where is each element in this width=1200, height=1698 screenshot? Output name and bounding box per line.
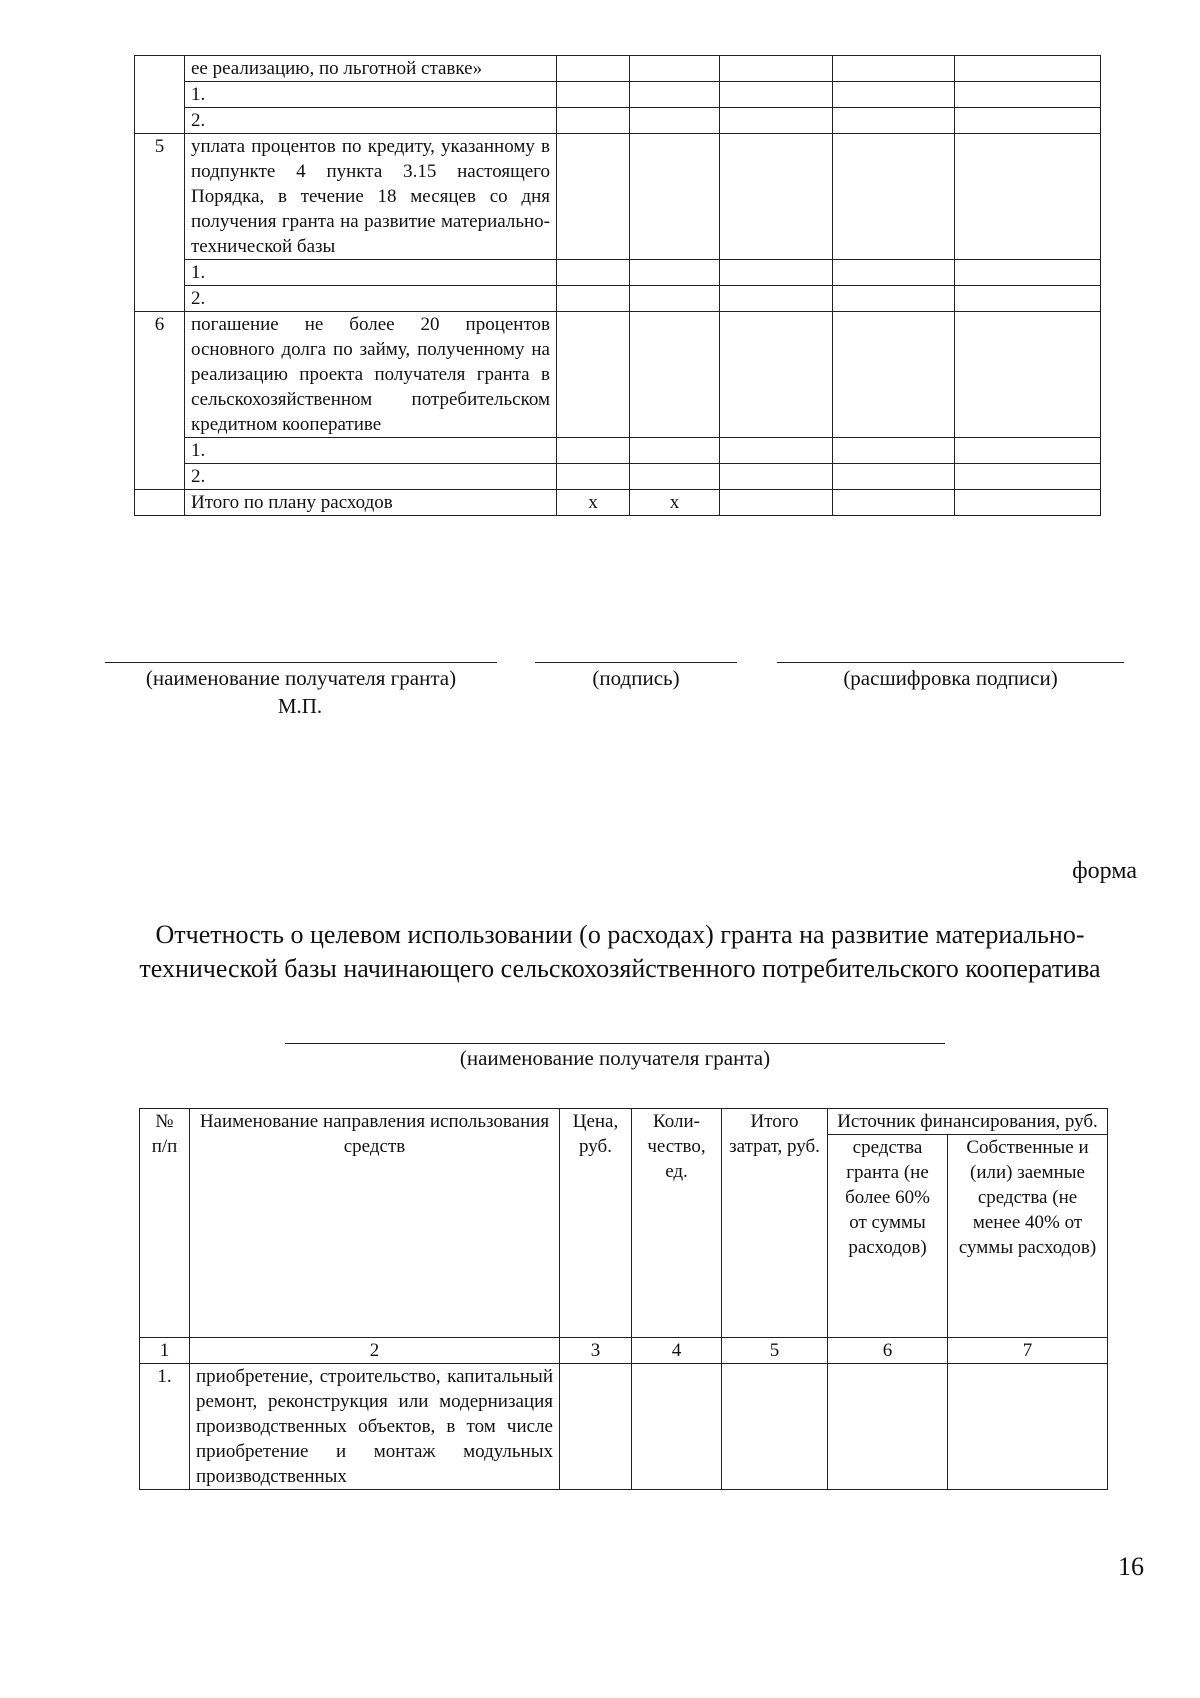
row-text-cell: приобретение, строительство, капитальный ремонт, реконструкция или модернизация производственных объектов, в том числе приобретение и монтаж модульных производственных [190,1364,560,1490]
table-row [140,1364,1108,1490]
table-row: 1. [135,82,1101,108]
header-quantity: Коли-чество, ед. [632,1109,722,1338]
row-text-cell: погашение не более 20 процентов основного долга по займу, полученному на реализацию проекта получателя гранта в сельскохозяйственном потребительском кредитном кооперативе [185,312,557,438]
signature-line [535,662,737,663]
page-title: Отчетность о целевом использовании (о расходах) гранта на развитие материально-технической базы начинающего сельскохозяйственного потребительского кооператива [139,920,1101,983]
row-text-cell: уплата процентов по кредиту, указанному в подпункте 4 пункта 3.15 настоящего Порядка, в течение 18 месяцев со дня получения гранта на развитие материально-технической базы [185,134,557,260]
decoding-signature-line [777,662,1124,663]
signature-decoding-label: (расшифровка подписи) [843,666,1058,690]
table-row-total: Итого по плану расходов x x [135,490,1101,516]
recipient-name-line [285,1043,945,1044]
header-total: Итого затрат, руб. [722,1109,828,1338]
table-row: 2. [135,464,1101,490]
grant-usage-report-table [139,1108,1108,1490]
signature-label: (подпись) [592,666,680,690]
column-numbers-row: 1 2 3 4 5 6 7 [140,1338,1108,1364]
expense-plan-table [134,55,1101,516]
header-price: Цена, руб. [560,1109,632,1338]
header-grant-funds: средства гранта (не более 60% от суммы расходов) [828,1135,948,1338]
header-source: Источник финансирования, руб. [828,1109,1108,1135]
form-label: форма [1072,858,1137,884]
header-own-funds: Собственные и (или) заемные средства (не менее 40% от суммы расходов) [948,1135,1108,1338]
stamp-label: М.П. [277,694,323,718]
row-number-cell [135,56,185,134]
table-row [135,134,1101,260]
header-name: Наименование направления использования средств [190,1109,560,1338]
table-row [135,312,1101,438]
recipient-name-label: (наименование получателя гранта) [145,666,457,690]
table-row: 2. [135,108,1101,134]
table-row [135,56,1101,82]
row-number-cell: 5 [135,134,185,312]
row-text-cell: ее реализацию, по льготной ставке» [185,56,557,82]
table-header-row [140,1109,1108,1135]
recipient-name-caption: (наименование получателя гранта) [459,1046,771,1070]
header-num: № п/п [140,1109,190,1338]
recipient-signature-line [105,662,497,663]
page-number: 16 [1118,1552,1144,1581]
row-number-cell: 6 [135,312,185,490]
total-label: Итого по плану расходов [185,490,557,516]
table-row: 1. [135,260,1101,286]
table-row: 1. [135,438,1101,464]
row-number-cell: 1. [140,1364,190,1490]
table-row: 2. [135,286,1101,312]
